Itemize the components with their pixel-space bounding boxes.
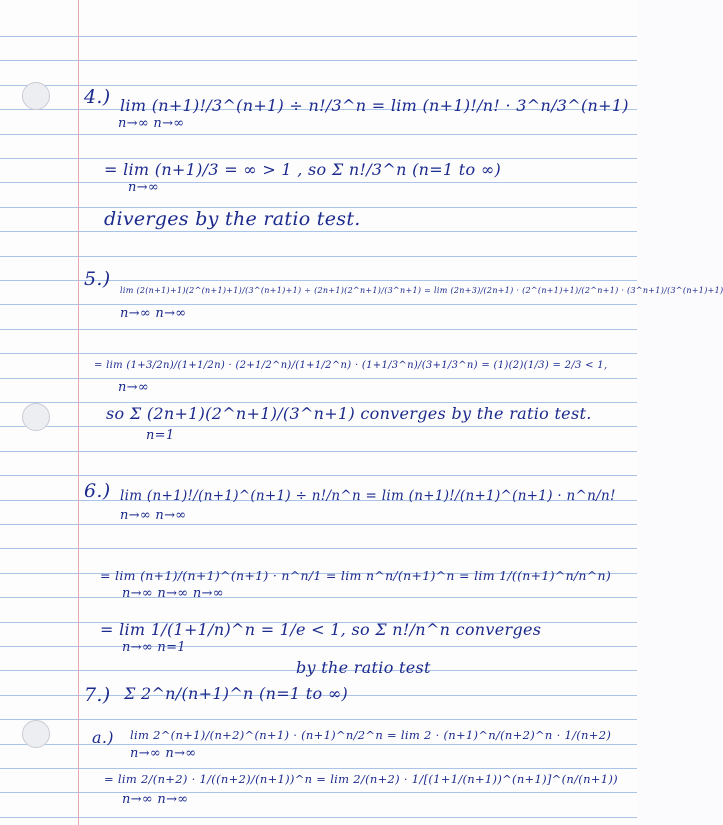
ruled-line <box>0 524 637 525</box>
problem-5-subscript-1: n→∞ n→∞ <box>120 306 187 321</box>
problem-6-conclusion: by the ratio test <box>296 658 431 677</box>
ruled-line <box>0 134 637 135</box>
ruled-line <box>0 304 637 305</box>
ruled-line <box>0 817 637 818</box>
problem-4-label: 4.) <box>84 86 111 108</box>
ruled-line <box>0 36 637 37</box>
problem-7a-label: a.) <box>92 728 114 747</box>
problem-5-conclusion: so Σ (2n+1)(2^n+1)/(3^n+1) converges by the ratio test. <box>106 404 592 423</box>
problem-6-line-1: lim (n+1)!/(n+1)^(n+1) ÷ n!/n^n = lim (n+1)!/(n+1)^(n+1) · n^n/n! <box>120 488 616 504</box>
ruled-line <box>0 329 637 330</box>
ruled-line <box>0 182 637 183</box>
problem-6-subscript-3: n→∞ n=1 <box>122 640 186 655</box>
margin-line <box>78 0 79 825</box>
problem-7-series: Σ 2^n/(n+1)^n (n=1 to ∞) <box>124 684 348 703</box>
ruled-line <box>0 719 637 720</box>
problem-6-line-2: = lim (n+1)/(n+1)^(n+1) · n^n/1 = lim n^n/(n+1)^n = lim 1/((n+1)^n/n^n) <box>100 568 612 583</box>
problem-5-subscript-2: n→∞ <box>118 380 149 395</box>
ruled-line <box>0 548 637 549</box>
ruled-line <box>0 475 637 476</box>
ruled-line <box>0 158 637 159</box>
ruled-line <box>0 792 637 793</box>
ruled-line <box>0 402 637 403</box>
ruled-line <box>0 60 637 61</box>
problem-6-label: 6.) <box>84 480 111 502</box>
binder-hole-top <box>22 82 50 110</box>
ruled-line <box>0 426 637 427</box>
ruled-line <box>0 451 637 452</box>
problem-6-subscript-2: n→∞ n→∞ n→∞ <box>122 586 224 601</box>
problem-4-line-2: = lim (n+1)/3 = ∞ > 1 , so Σ n!/3^n (n=1 to ∞) <box>104 160 502 179</box>
problem-4-subscript-1: n→∞ n→∞ <box>118 116 185 131</box>
ruled-line <box>0 768 637 769</box>
problem-6-line-3: = lim 1/(1+1/n)^n = 1/e < 1, so Σ n!/n^n converges <box>100 620 542 639</box>
problem-5-line-1: lim (2(n+1)+1)(2^(n+1)+1)/(3^(n+1)+1) ÷ (2n+1)(2^n+1)/(3^n+1) = lim (2n+3)/(2n+1) · (2^(n+1)+1)/(2^n+1) · (3^n+1)/(3^(n+1)+1) <box>120 286 723 295</box>
ruled-line <box>0 231 637 232</box>
problem-4-subscript-2: n→∞ <box>128 180 159 195</box>
problem-7a-subscript-1: n→∞ n→∞ <box>130 746 197 761</box>
ruled-line <box>0 646 637 647</box>
ruled-line <box>0 353 637 354</box>
problem-4-conclusion: diverges by the ratio test. <box>104 208 361 230</box>
ruled-line <box>0 256 637 257</box>
problem-7-label: 7.) <box>84 684 111 706</box>
problem-5-subscript-3: n=1 <box>146 428 175 443</box>
ruled-line <box>0 378 637 379</box>
problem-4-line-1: lim (n+1)!/3^(n+1) ÷ n!/3^n = lim (n+1)!/n! · 3^n/3^(n+1) <box>120 96 629 115</box>
problem-7a-subscript-2: n→∞ n→∞ <box>122 792 189 807</box>
problem-5-line-2: = lim (1+3/2n)/(1+1/2n) · (2+1/2^n)/(1+1/2^n) · (1+1/3^n)/(3+1/3^n) = (1)(2)(1/3) = 2/3 < 1, <box>94 360 608 371</box>
binder-hole-bottom <box>22 720 50 748</box>
problem-7a-line-1: lim 2^(n+1)/(n+2)^(n+1) · (n+1)^n/2^n = lim 2 · (n+1)^n/(n+2)^n · 1/(n+2) <box>130 728 612 742</box>
problem-7a-line-2: = lim 2/(n+2) · 1/((n+2)/(n+1))^n = lim 2/(n+2) · 1/[(1+1/(n+1))^(n+1)]^(n/(n+1)) <box>104 772 618 786</box>
ruled-line <box>0 597 637 598</box>
binder-hole-middle <box>22 403 50 431</box>
problem-6-subscript-1: n→∞ n→∞ <box>120 508 187 523</box>
problem-5-label: 5.) <box>84 268 111 290</box>
